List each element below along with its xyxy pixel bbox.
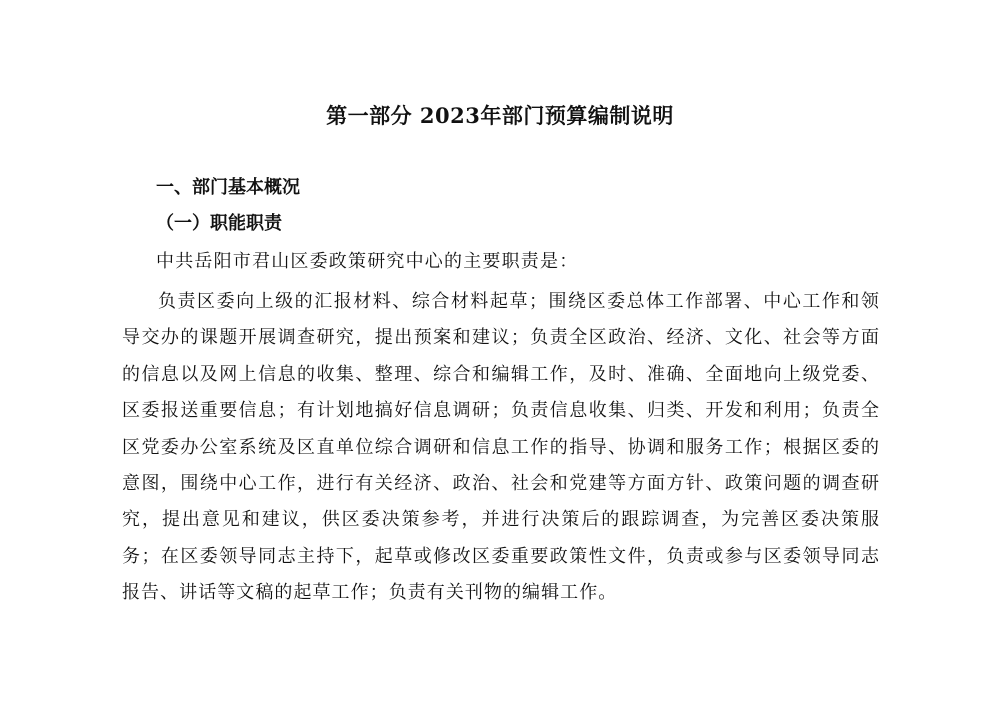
- body-paragraph: 负责区委向上级的汇报材料、综合材料起草；围绕区委总体工作部署、中心工作和领导交办的课题开展调查研究，提出预案和建议；负责全区政治、经济、文化、社会等方面的信息以及网上信息的收集、整理、综合和编辑工作，及时、准确、全面地向上级党委、区委报送重要信息；有计划地搞好信息调研；负责信息收集、归类、开发和利用；负责全区党委办公室系统及区直单位综合调研和信息工作的指导、协调和服务工作；根据区委的意图，围绕中心工作，进行有关经济、政治、社会和党建等方面方针、政策问题的调查研究，提出意见和建议，供区委决策参考，并进行决策后的跟踪调查，为完善区委决策服务；在区委领导同志主持下，起草或修改区委重要政策性文件，负责或参与区委领导同志报告、讲话等文稿的起草工作；负责有关刊物的编辑工作。: [122, 291, 880, 604]
- page-title: 第一部分 2023年部门预算编制说明: [326, 103, 674, 128]
- section-heading: 一、部门基本概况: [156, 177, 300, 198]
- intro-line: 中共岳阳市君山区委政策研究中心的主要职责是：: [156, 251, 579, 272]
- subsection-heading: （一）职能职责: [156, 213, 282, 234]
